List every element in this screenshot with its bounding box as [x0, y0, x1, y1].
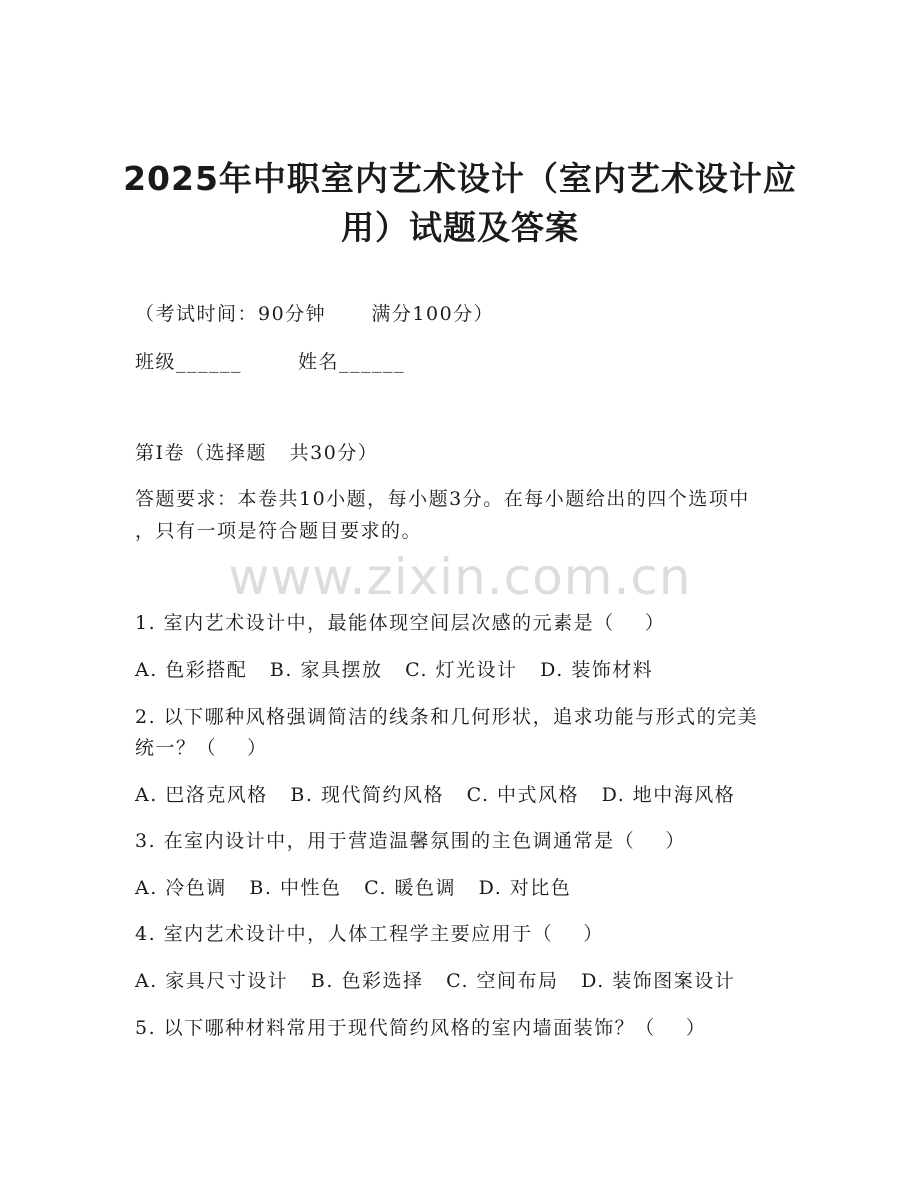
question-1-options: A. 色彩搭配 B. 家具摆放 C. 灯光设计 D. 装饰材料 [135, 659, 654, 681]
instructions-line-2: ，只有一项是符合题目要求的。 [135, 520, 423, 542]
question-4-options: A. 家具尺寸设计 B. 色彩选择 C. 空间布局 D. 装饰图案设计 [135, 970, 736, 992]
class-blank: ______ [176, 351, 243, 373]
name-blank: ______ [339, 351, 406, 373]
instructions-line-1: 答题要求：本卷共10小题，每小题3分。在每小题给出的四个选项中 [135, 488, 750, 510]
question-2-stem-line-2: 统一？（ ） [135, 737, 268, 759]
student-info-row [135, 350, 405, 374]
question-2-stem-line-1: 2. 以下哪种风格强调简洁的线条和几何形状，追求功能与形式的完美 [135, 706, 759, 728]
document-title-line-2: 用）试题及答案 [341, 208, 579, 247]
question-5-stem: 5. 以下哪种材料常用于现代简约风格的室内墙面装饰？（ ） [135, 1017, 707, 1039]
name-label: 姓名 [298, 351, 340, 373]
question-2-options: A. 巴洛克风格 B. 现代简约风格 C. 中式风格 D. 地中海风格 [135, 784, 736, 806]
exam-info: （考试时间：90分钟 满分100分） [135, 303, 495, 325]
question-1-stem: 1. 室内艺术设计中，最能体现空间层次感的元素是（ ） [135, 612, 666, 634]
question-3-stem: 3. 在室内设计中，用于营造温馨氛围的主色调通常是（ ） [135, 830, 686, 852]
question-4-stem: 4. 室内艺术设计中，人体工程学主要应用于（ ） [135, 923, 604, 945]
class-label: 班级 [135, 351, 177, 373]
question-3-options: A. 冷色调 B. 中性色 C. 暖色调 D. 对比色 [135, 877, 572, 899]
section-heading: 第I卷（选择题 共30分） [135, 442, 379, 464]
watermark: www.zixin.com.cn [228, 548, 692, 606]
document-title-line-1: 2025年中职室内艺术设计（室内艺术设计应 [123, 159, 797, 198]
